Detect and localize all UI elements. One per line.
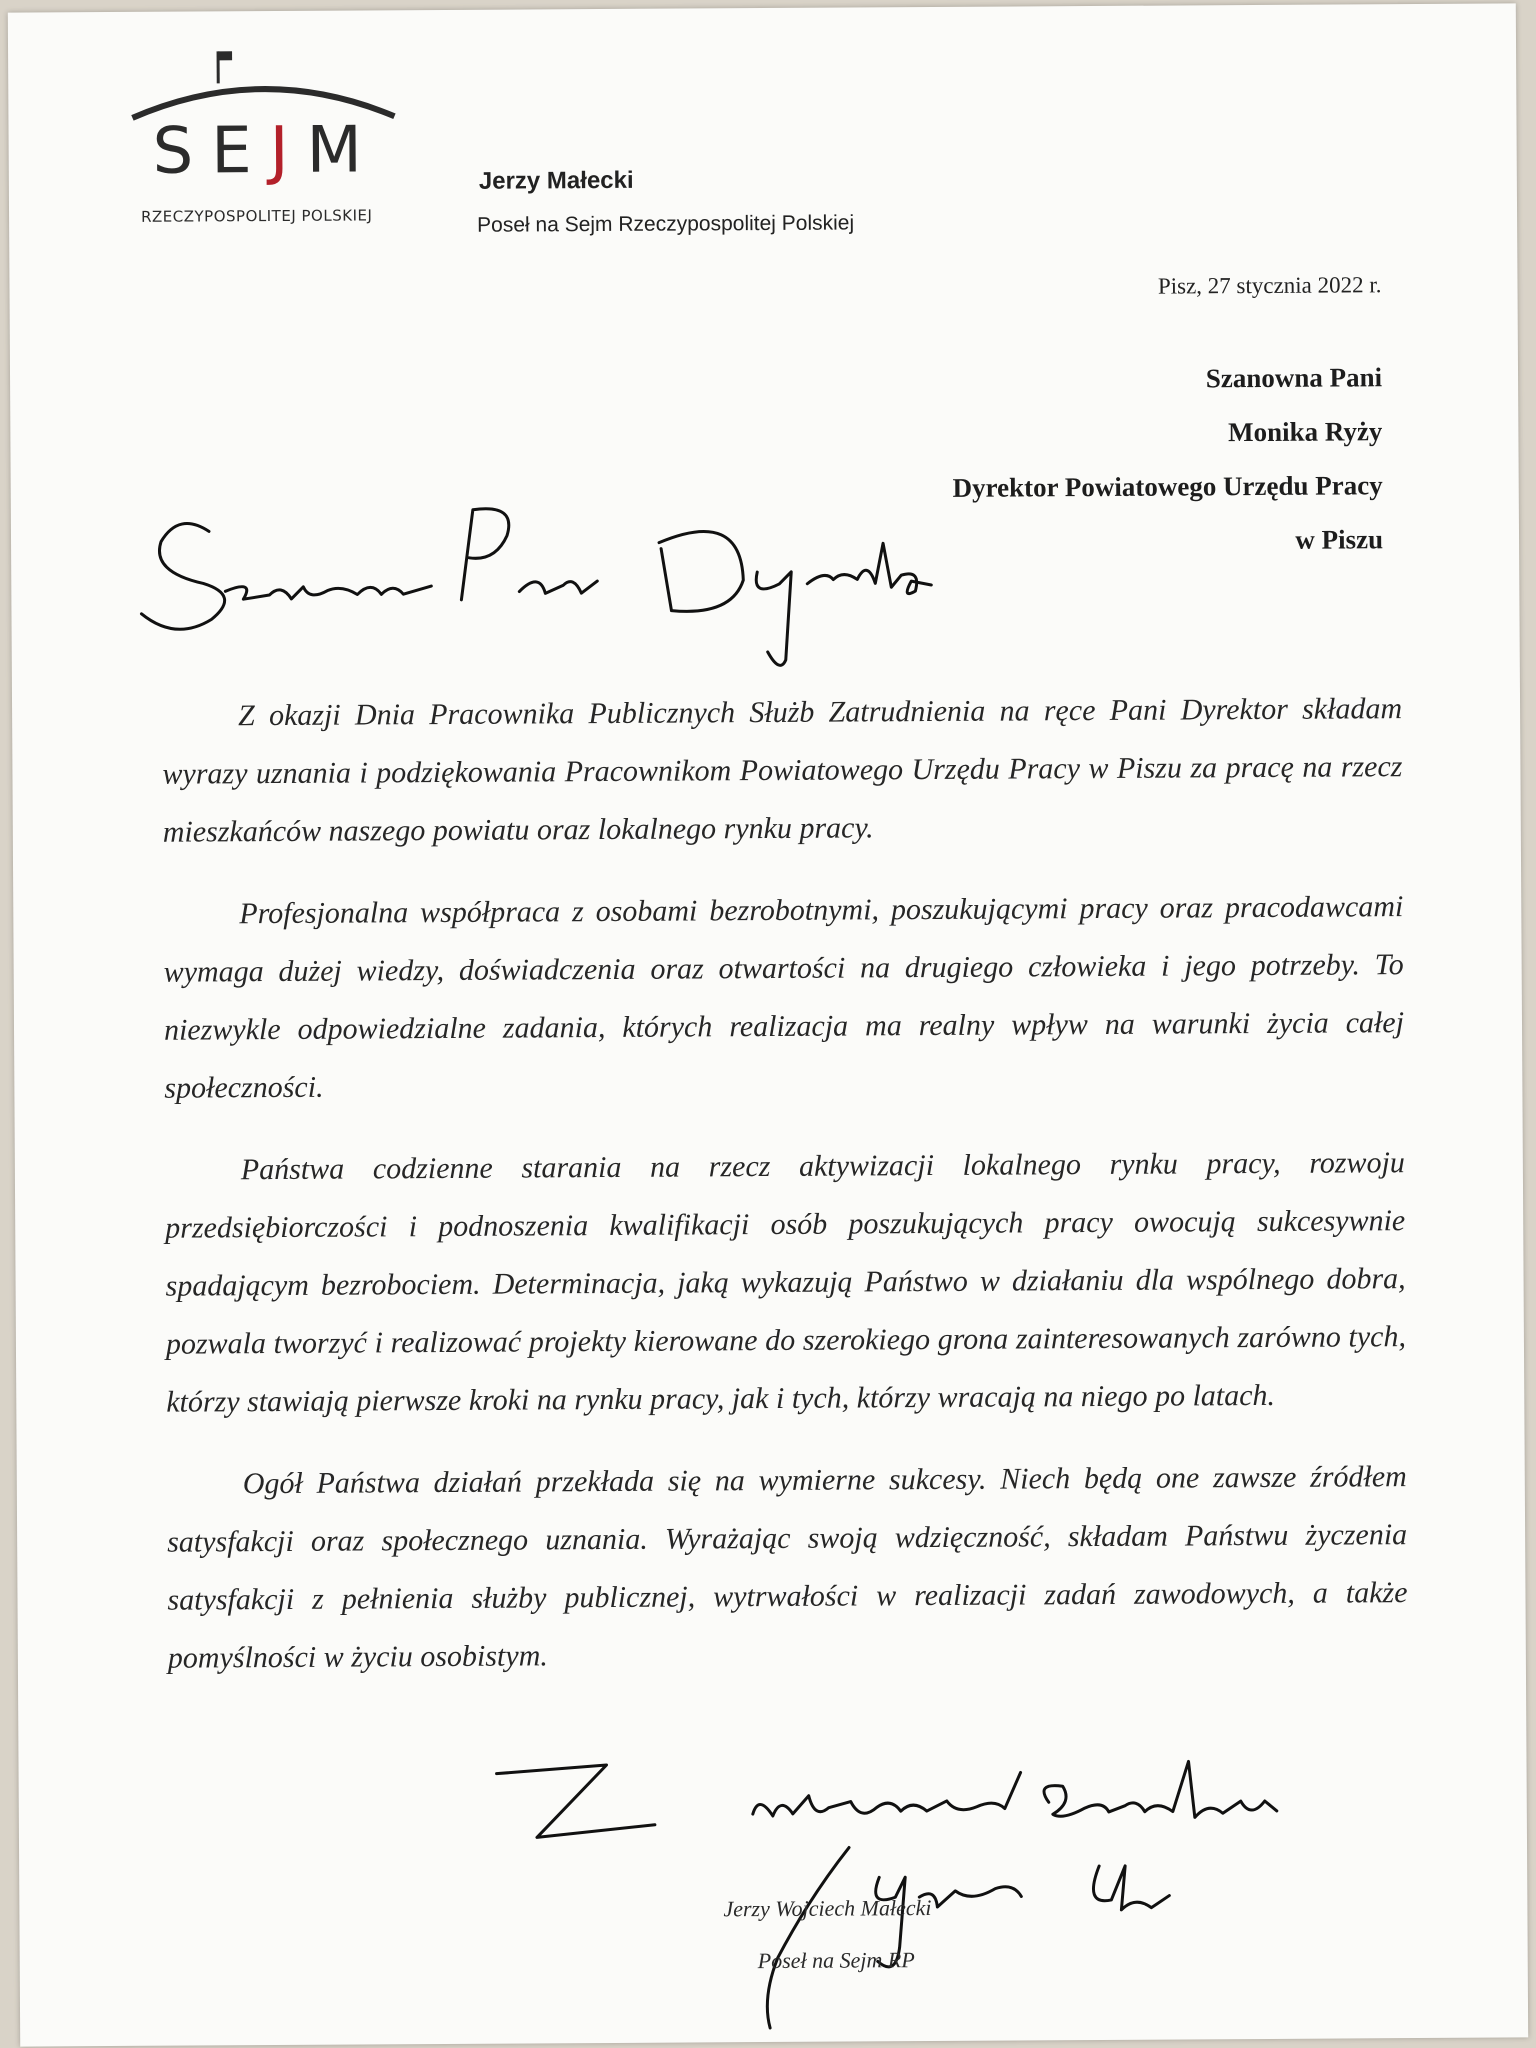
sender-title: Poseł na Sejm Rzeczypospolitej Polskiej [477,211,855,237]
body-paragraph: Państwa codzienne starania na rzecz aktywizacji lokalnego rynku pracy, rozwoju przedsiębiorczości i podnoszenia kwalifikacji osób poszukujących pracy owocują sukcesywnie spadającym bezrobociem. Determinacja, jaką wykazują Państwo w działaniu dla wspólnego dobra, pozwala tworzyć i realizować projekty kierowane do szerokiego grona zainteresowanych zarówno tych, którzy stawiają pierwsze kroki na rynku pracy, jak i tych, którzy wracają na niego po latach. [165,1146,1407,1419]
letter-date: Pisz, 27 stycznia 2022 r. [1157,272,1382,299]
logo-wordmark: SEJM [152,113,381,189]
recipient-position: Dyrektor Powiatowego Urzędu Pracy [952,470,1383,503]
recipient-location: w Piszu [1295,524,1384,555]
body-paragraph: Z okazji Dnia Pracownika Publicznych Służb Zatrudnienia na ręce Pani Dyrektor składam wyrazy uznania i podziękowania Pracownikom Powiatowego Urzędu Pracy w Piszu za pracę na rzecz mieszkańców naszego powiatu oraz lokalnego rynku pracy. [162,692,1403,849]
recipient-block [952,350,1383,569]
sender-name: Jerzy Małecki [478,166,634,195]
recipient-name: Monika Ryży [1227,416,1383,448]
signatory-role: Poseł na Sejm RP [757,1947,915,1974]
signatory-name: Jerzy Wojciech Małecki [723,1895,932,1922]
recipient-salutation: Szanowna Pani [1205,362,1383,394]
letter-body [162,680,1408,1712]
handwritten-signature [699,1836,1180,2039]
body-paragraph: Profesjonalna współpraca z osobami bezrobotnymi, poszukującymi pracy oraz pracodawcami wymaga dużej wiedzy, doświadczenia oraz otwartości na drugiego człowieka i jego potrzeby. To niezwykle odpowiedzialne zadania, których realizacja ma realny wpływ na warunki życia całej społeczności. [163,890,1405,1105]
handwritten-greeting [131,487,1012,672]
logo-subtitle: RZECZYPOSPOLITEJ POLSKIEJ [140,206,373,226]
body-paragraph: Ogół Państwa działań przekłada się na wymierne sukcesy. Niech będą one zawsze źródłem satysfakcji oraz społecznego uznania. Wyrażając swoją wdzięczność, składam Państwu życzenia satysfakcji z pełnienia służby publicznej, wytrwałości w realizacji zadań zawodowych, a także pomyślności w życiu osobistym. [167,1460,1408,1675]
sejm-logo [118,38,409,250]
letter-page [8,3,1528,2046]
